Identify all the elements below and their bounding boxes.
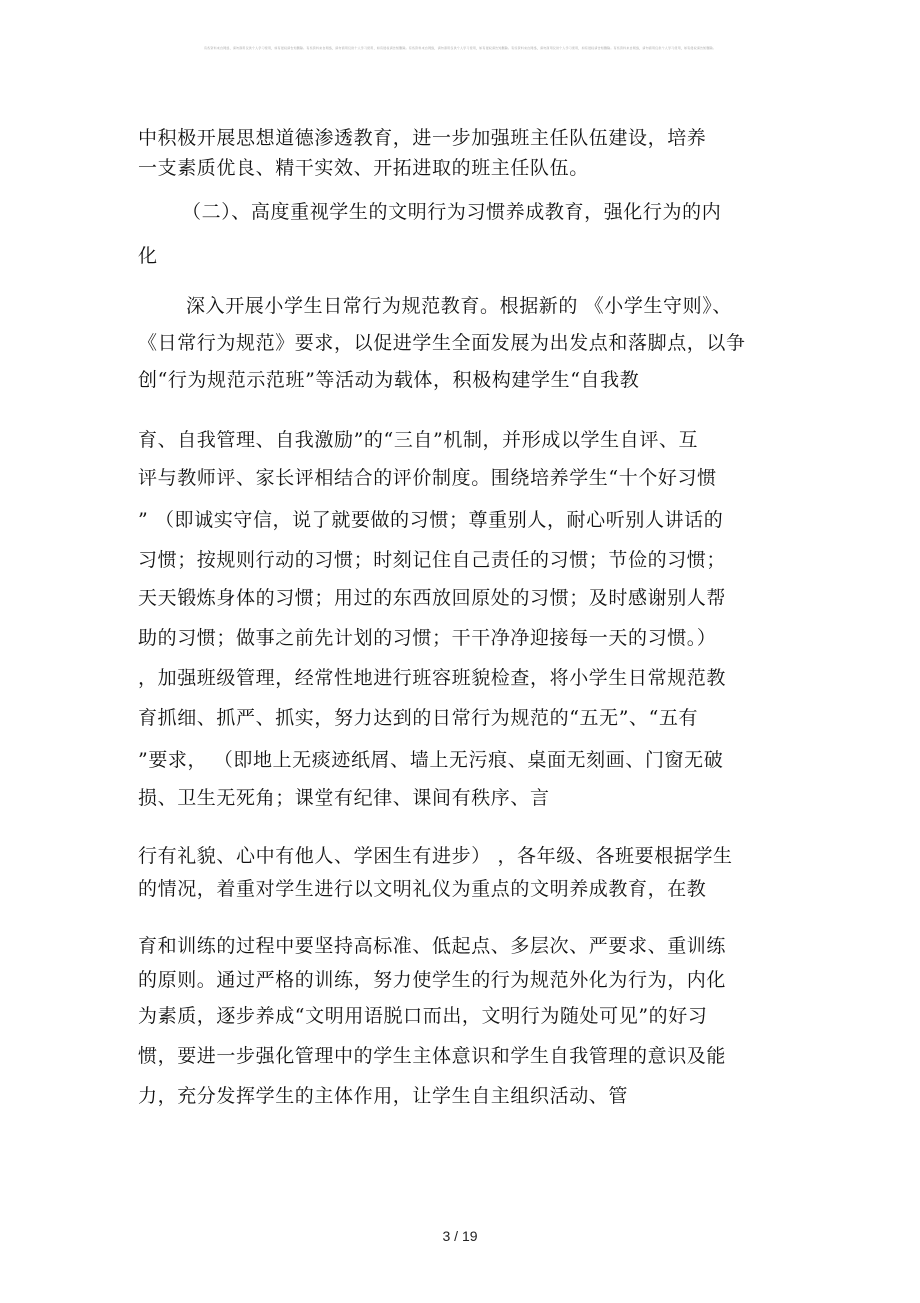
text-line: ”要求， （即地上无痰迹纸屑、墙上无污痕、桌面无刻画、门窗无破 [138, 749, 724, 771]
text-line: 创“行为规范示范班”等活动为载体，积极构建学生“自我教 [138, 369, 640, 391]
text-line: 一支素质优良、精干实效、开拓进取的班主任队伍。 [138, 157, 589, 179]
header-watermark: 有些资料来自网络，请勿商用仅供个人学习使用，如有侵权请告知删除。有些资料来自网络，请勿商用仅供个人学习使用，如有侵权请告知删除。有些资料来自网络，请勿商用仅供个人学习使用，如有侵权请告知删除。有些资料来自网络，请勿商用仅供个人学习使用，如有侵权请告知删除。有些资料来自网络，请勿商用仅供个人学习使用，如有侵权请告知删除。 [203, 46, 716, 50]
section-heading-line: 化 [138, 245, 158, 267]
text-line: 行有礼貌、心中有他人、学困生有进步） ，各年级、各班要根据学生 [138, 845, 733, 867]
text-line: 育和训练的过程中要坚持高标准、低起点、多层次、严要求、重训练 [138, 935, 727, 957]
text-line: 《日常行为规范》要求，以促进学生全面发展为出发点和落脚点，以争 [138, 332, 746, 354]
text-line: 习惯；按规则行动的习惯；时刻记住自己责任的习惯；节俭的习惯； [138, 549, 727, 571]
text-line: 的原则。通过严格的训练，努力使学生的行为规范外化为行为，内化 [138, 969, 727, 991]
section-heading-line: （二）、高度重视学生的文明行为习惯养成教育，强化行为的内 [182, 201, 722, 223]
text-line: ，加强班级管理，经常性地进行班容班貌检查，将小学生日常规范教 [138, 667, 727, 689]
text-line: 中积极开展思想道德渗透教育，进一步加强班主任队伍建设，培养 [138, 127, 707, 149]
text-line: 力，充分发挥学生的主体作用，让学生自主组织活动、管 [138, 1085, 629, 1107]
text-line: 天天锻炼身体的习惯；用过的东西放回原处的习惯；及时感谢别人帮 [138, 587, 727, 609]
text-line: 评与教师评、家长评相结合的评价制度。围绕培养学生“十个好习惯 [138, 467, 717, 489]
text-line: 育、自我管理、自我激励”的“三自”机制，并形成以学生自评、互 [138, 429, 699, 451]
text-line: ” （即诚实守信，说了就要做的习惯；尊重别人，耐心听别人讲话的 [138, 509, 724, 531]
text-line: 深入开展小学生日常行为规范教育。根据新的 《小学生守则》、 [186, 295, 732, 317]
text-line: 惯，要进一步强化管理中的学生主体意识和学生自我管理的意识及能 [138, 1045, 727, 1067]
text-line: 育抓细、抓严、抓实，努力达到的日常行为规范的“五无”、“五有 [138, 707, 699, 729]
page-number: 3 / 19 [442, 1228, 478, 1244]
text-line: 为素质，逐步养成“文明用语脱口而出，文明行为随处可见”的好习 [138, 1005, 708, 1027]
text-line: 的情况，着重对学生进行以文明礼仪为重点的文明养成教育，在教 [138, 878, 707, 900]
text-line: 损、卫生无死角；课堂有纪律、课间有秩序、言 [138, 787, 550, 809]
text-line: 助的习惯；做事之前先计划的习惯；干干净净迎接每一天的习惯。） [138, 627, 717, 649]
